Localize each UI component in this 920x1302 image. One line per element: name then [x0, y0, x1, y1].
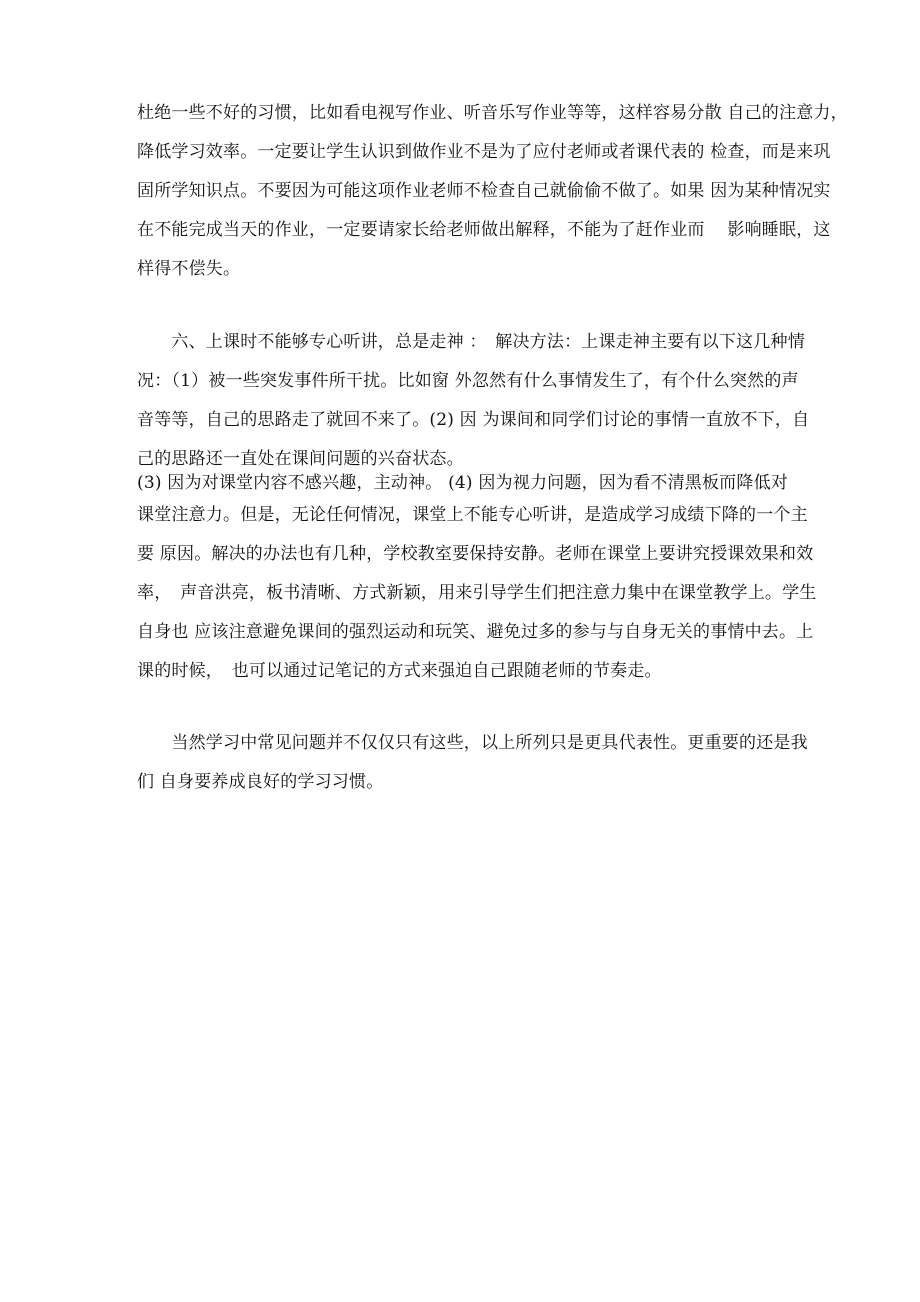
paragraph-2-line-3: 音等等，自己的思路走了就回不来了。(2) 因 为课间和同学们讨论的事情一直放不下，自 [137, 410, 810, 430]
paragraph-1-line-3: 固所学知识点。不要因为可能这项作业老师不检查自己就偷偷不做了。如果 因为某种情况实 [137, 181, 831, 201]
paragraph-2-line-6: 课堂注意力。但是，无论任何情况，课堂上不能专心听讲，是造成学习成绩下降的一个主 [137, 505, 808, 525]
paragraph-2-line-4: 己的思路还一直处在课间问题的兴奋状态。 [137, 449, 464, 469]
paragraph-2-line-2: 况：（1）被一些突发事件所干扰。比如窗 外忽然有什么事情发生了，有个什么突然的声 [137, 371, 799, 391]
paragraph-1-line-4: 在不能完成当天的作业，一定要请家长给老师做出解释，不能为了赶作业而 影响睡眠，这 [137, 220, 831, 240]
paragraph-1-line-2: 降低学习效率。一定要让学生认识到做作业不是为了应付老师或者课代表的 检查，而是来巩 [137, 142, 831, 162]
paragraph-1-line-1: 杜绝一些不好的习惯，比如看电视写作业、听音乐写作业等等，这样容易分散 自己的注意力， [137, 103, 848, 123]
paragraph-2-line-10: 课的时候， 也可以通过记笔记的方式来强迫自己跟随老师的节奏走。 [137, 661, 662, 681]
paragraph-2-line-1: 六、上课时不能够专心听讲，总是走神 ： 解决方法：上课走神主要有以下这几种情 [137, 332, 805, 352]
paragraph-2-line-5: (3) 因为对课堂内容不感兴趣，主动神。 (4) 因为视力问题，因为看不清黑板而降低对 [137, 473, 788, 493]
paragraph-2-line-8: 率， 声音洪亮，板书清晰、方式新颖，用来引导学生们把注意力集中在课堂教学上。学生 [137, 583, 817, 603]
paragraph-2-line-9: 自身也 应该注意避免课间的强烈运动和玩笑、避免过多的参与与自身无关的事情中去。上 [137, 622, 814, 642]
paragraph-3-line-1: 当然学习中常见问题并不仅仅只有这些，以上所列只是更具代表性。更重要的还是我 [137, 733, 808, 753]
paragraph-1-line-5: 样得不偿失。 [137, 259, 241, 279]
paragraph-2-line-7: 要 原因。解决的办法也有几种，学校教室要保持安静。老师在课堂上要讲究授课效果和效 [137, 544, 814, 564]
paragraph-3-line-2: 们 自身要养成良好的学习习惯。 [137, 772, 384, 792]
